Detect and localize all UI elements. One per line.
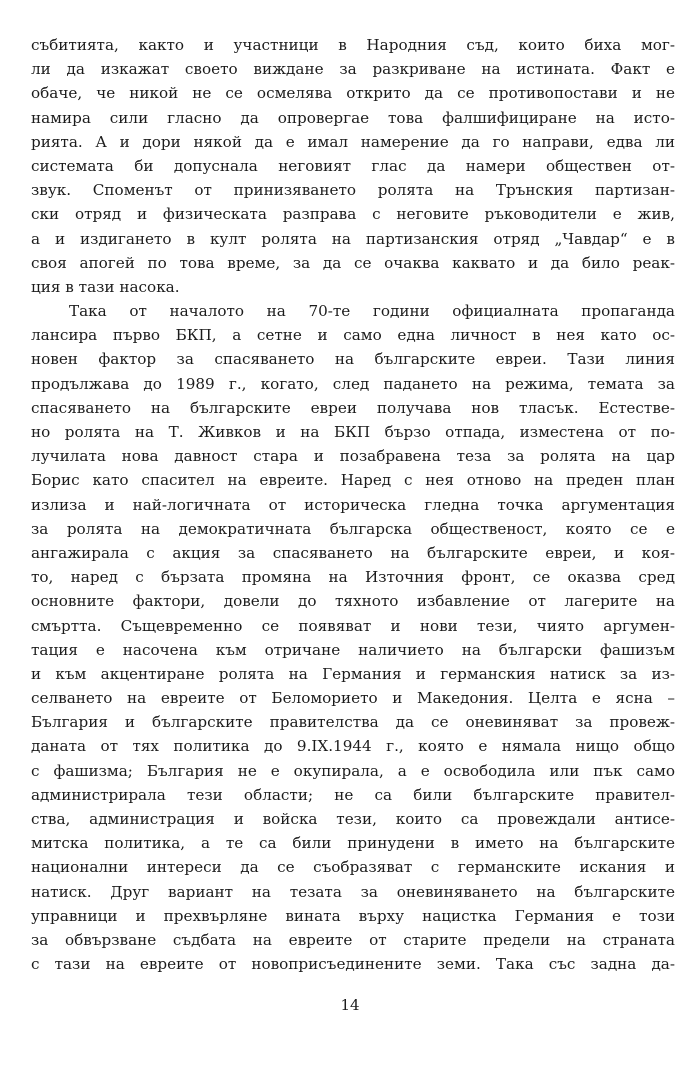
text-line: България и българските правителства да се оневиняват за провеж- bbox=[31, 713, 675, 732]
text-line: рията. А и дори някой да е имал намерение да го направи, едва ли bbox=[31, 132, 675, 151]
text-line: намира сили гласно да опровергае това фалшифициране на исто- bbox=[31, 108, 675, 127]
text-line: ли да изкажат своето виждане за разкриване на истината. Факт е bbox=[31, 60, 675, 79]
text-line: а и издигането в култ ролята на партизанския отряд „Чавдар“ е в bbox=[31, 229, 675, 248]
text-line: Така от началото на 70-те години официалната пропаганда bbox=[69, 302, 675, 321]
text-line: обаче, че никой не се осмелява открито да се противопостави и не bbox=[31, 84, 675, 103]
text-line: системата би допуснала неговият глас да намери обществен от- bbox=[31, 156, 675, 175]
text-line: ски отряд и физическата разправа с неговите ръководители е жив, bbox=[31, 205, 675, 224]
paragraph-2 bbox=[31, 299, 675, 976]
text-line: за ролята на демократичната българска общественост, която се е bbox=[31, 519, 675, 538]
text-line: събитията, както и участници в Народния съд, които биха мог- bbox=[31, 36, 675, 54]
text-line: основните фактори, довели до тяхното избавление от лагерите на bbox=[31, 592, 675, 611]
text-line: спасяването на българските евреи получава нов тласък. Естестве- bbox=[31, 398, 675, 417]
text-line: с тази на евреите от новоприсъединените земи. Така със задна да- bbox=[31, 955, 675, 974]
text-line: ангажирала с акция за спасяването на българските евреи, и коя- bbox=[31, 543, 675, 562]
text-line: излиза и най-логичната от историческа гледна точка аргументация bbox=[31, 495, 675, 514]
text-line: ция в тази насока. bbox=[31, 277, 180, 296]
text-line: с фашизма; България не е окупирала, а е освободила или пък само bbox=[31, 761, 675, 780]
page-number: 14 bbox=[340, 996, 360, 1014]
text-line: даната от тях политика до 9.IX.1944 г., която е нямала нищо общо bbox=[31, 737, 675, 756]
text-line: ства, администрация и войска тези, които са провеждали антисе- bbox=[31, 810, 675, 828]
text-line: продължава до 1989 г., когато, след падането на режима, темата за bbox=[31, 374, 675, 393]
text-line: звук. Споменът от принизяването ролята на Трънския партизан- bbox=[31, 181, 675, 200]
text-line: селването на евреите от Беломорието и Македония. Целта е ясна – bbox=[31, 689, 675, 708]
text-line: тация е насочена към отричане наличието на български фашизъм bbox=[31, 640, 675, 659]
text-line: лансира първо БКП, а сетне и само една личност в нея като ос- bbox=[31, 326, 675, 345]
text-line: администрирала тези области; не са били българските правител- bbox=[31, 785, 675, 804]
text-line: то, наред с бързата промяна на Източния фронт, се оказва сред bbox=[31, 568, 675, 587]
text-line: и към акцентиране ролята на Германия и германския натиск за из- bbox=[31, 664, 675, 683]
text-line: управници и прехвърляне вината върху нацистка Германия е този bbox=[31, 906, 675, 925]
text-line: своя апогей по това време, за да се очаква каквато и да било реак- bbox=[31, 253, 675, 272]
text-line: Борис като спасител на евреите. Наред с нея отново на преден план bbox=[31, 471, 675, 490]
text-line: новен фактор за спасяването на българските евреи. Тази линия bbox=[31, 350, 675, 369]
text-line: натиск. Друг вариант на тезата за оневиняването на българските bbox=[31, 882, 675, 901]
paragraph-1 bbox=[31, 33, 675, 299]
text-line: смъртта. Същевременно се появяват и нови тези, чиято аргумен- bbox=[31, 616, 675, 635]
text-line: но ролята на Т. Живков и на БКП бързо отпада, изместена от по- bbox=[31, 423, 675, 441]
page-body bbox=[31, 33, 675, 976]
text-line: за обвързване съдбата на евреите от старите предели на страната bbox=[31, 930, 675, 949]
text-line: национални интереси да се съобразяват с германските искания и bbox=[31, 858, 675, 877]
text-line: лучилата нова давност стара и позабравена теза за ролята на цар bbox=[31, 447, 675, 466]
text-line: митска политика, а те са били принудени в името на българските bbox=[31, 834, 675, 853]
